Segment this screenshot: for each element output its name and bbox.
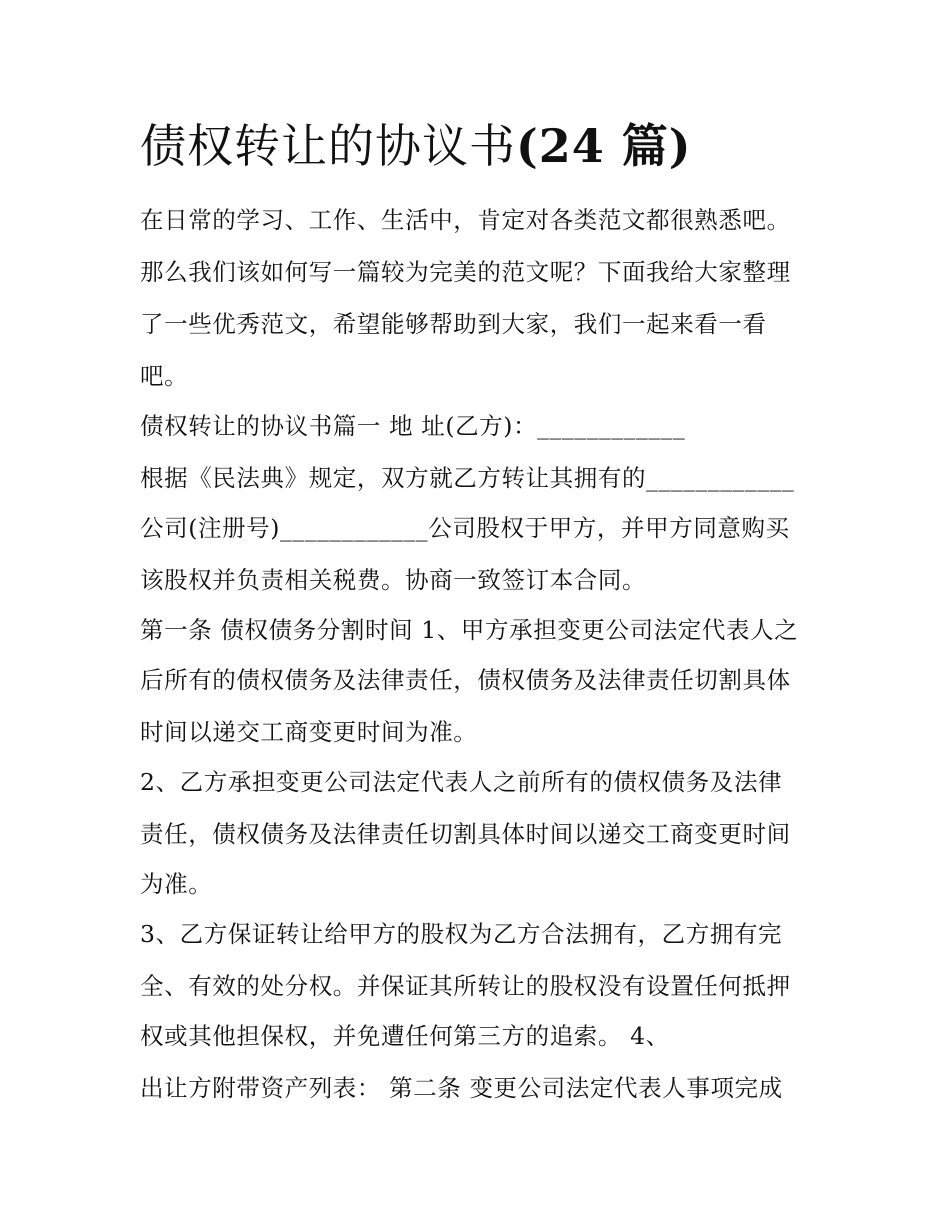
title-count: (24 篇) [516, 119, 692, 173]
body-line: 该股权并负责相关税费。协商一致签订本合同。 [140, 566, 647, 594]
body-line: 为准。 [140, 870, 213, 898]
body-line: 根据《民法典》规定，双方就乙方转让其拥有的____________ [140, 464, 795, 492]
body-line: 时间以递交工商变更时间为准。 [140, 718, 478, 746]
body-line: 后所有的债权债务及法律责任，债权债务及法律责任切割具体 [140, 666, 791, 694]
body-line: 出让方附带资产列表： 第二条 变更公司法定代表人事项完成 [140, 1074, 783, 1102]
page-title [140, 113, 692, 179]
body-line: 在日常的学习、工作、生活中，肯定对各类范文都很熟悉吧。 [140, 206, 791, 234]
title-text: 债权转让的协议书 [140, 119, 516, 173]
body-line: 公司(注册号)____________公司股权于甲方，并甲方同意购买 [140, 514, 790, 542]
body-line: 第一条 债权债务分割时间 1、甲方承担变更公司法定代表人之 [140, 616, 799, 644]
body-line: 那么我们该如何写一篇较为完美的范文呢？下面我给大家整理 [140, 258, 791, 286]
body-line: 债权转让的协议书篇一 地 址(乙方)：____________ [140, 412, 686, 440]
body-line: 全、有效的处分权。并保证其所转让的股权没有设置任何抵押 [140, 972, 791, 1000]
body-line: 3、乙方保证转让给甲方的股权为乙方合法拥有，乙方拥有完 [140, 920, 783, 948]
body-line: 了一些优秀范文，希望能够帮助到大家，我们一起来看一看 [140, 310, 767, 338]
body-line: 权或其他担保权，并免遭任何第三方的追索。 4、 [140, 1022, 670, 1050]
body-line: 吧。 [140, 362, 189, 390]
body-line: 责任，债权债务及法律责任切割具体时间以递交工商变更时间 [140, 820, 791, 848]
body-line: 2、乙方承担变更公司法定代表人之前所有的债权债务及法律 [140, 768, 783, 796]
